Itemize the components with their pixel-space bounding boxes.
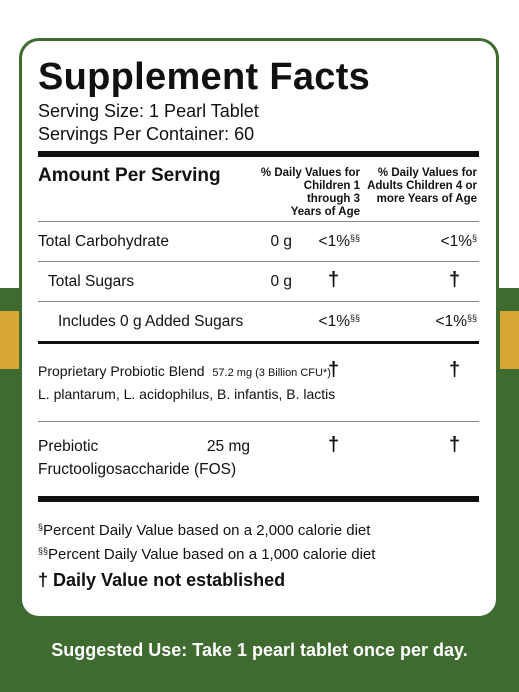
header-adults-line: more Years of Age xyxy=(376,193,477,205)
header-adults-line: Adults Children 4 or xyxy=(367,180,477,192)
header-children-line: % Daily Values for xyxy=(260,167,360,179)
footnote-dagger: † Daily Value not established xyxy=(38,570,286,590)
dagger-children-prebiotic: † xyxy=(328,434,340,456)
footnote-single: §Percent Daily Value based on a 2,000 calorie diet xyxy=(38,522,371,539)
supplement-facts-panel xyxy=(19,38,499,619)
medium-divider xyxy=(38,341,479,344)
servings-per-container: Servings Per Container: 60 xyxy=(38,124,255,144)
divider xyxy=(38,221,479,222)
row-label-prebiotic: Prebiotic xyxy=(38,438,99,455)
row-label-probiotic-blend: Proprietary Probiotic Blend 57.2 mg (3 Billion CFU*) xyxy=(38,363,331,379)
row-dv-adults-carbohydrate: <1%§ xyxy=(440,233,477,250)
dagger-adults-prebiotic: † xyxy=(449,434,461,456)
row-dv-children-carbohydrate: <1%§§ xyxy=(318,233,360,250)
header-children-line: Years of Age xyxy=(290,206,360,218)
gold-accent-left xyxy=(0,311,19,369)
row-sub-probiotic-strains: L. plantarum, L. acidophilus, B. infantis, B. lactis xyxy=(38,386,336,402)
dagger-children-probiotic: † xyxy=(328,359,340,381)
row-label-carbohydrate: Total Carbohydrate xyxy=(38,233,169,250)
dagger-adults-total-sugars: † xyxy=(449,269,461,291)
dagger-children-total-sugars: † xyxy=(328,269,340,291)
row-dv-children-added-sugars: <1%§§ xyxy=(318,313,360,330)
header-adults-line: % Daily Values for xyxy=(377,167,477,179)
footnote-double: §§Percent Daily Value based on a 1,000 calorie diet xyxy=(38,546,376,563)
dagger-adults-probiotic: † xyxy=(449,359,461,381)
divider xyxy=(38,261,479,262)
row-label-fos: Fructooligosaccharide (FOS) xyxy=(38,461,237,478)
row-dv-adults-added-sugars: <1%§§ xyxy=(435,313,477,330)
thick-divider-bottom xyxy=(38,496,479,502)
divider xyxy=(38,301,479,302)
header-children-line: Children 1 through 3 xyxy=(303,180,360,205)
row-amount-total-sugars: 0 g xyxy=(270,273,292,290)
gold-accent-right xyxy=(500,311,519,369)
amount-per-serving-heading: Amount Per Serving xyxy=(38,165,221,186)
thick-divider-top xyxy=(38,151,479,157)
serving-size: Serving Size: 1 Pearl Tablet xyxy=(38,101,259,121)
header-children xyxy=(258,167,360,219)
divider xyxy=(38,421,479,422)
suggested-use: Suggested Use: Take 1 pearl tablet once per day. xyxy=(51,640,468,660)
row-label-total-sugars: Total Sugars xyxy=(48,273,135,290)
row-label-added-sugars: Includes 0 g Added Sugars xyxy=(58,313,244,330)
row-amount-prebiotic: 25 mg xyxy=(206,438,250,455)
header-adults xyxy=(365,167,477,206)
panel-title: Supplement Facts xyxy=(38,56,371,98)
row-amount-carbohydrate: 0 g xyxy=(270,233,292,250)
